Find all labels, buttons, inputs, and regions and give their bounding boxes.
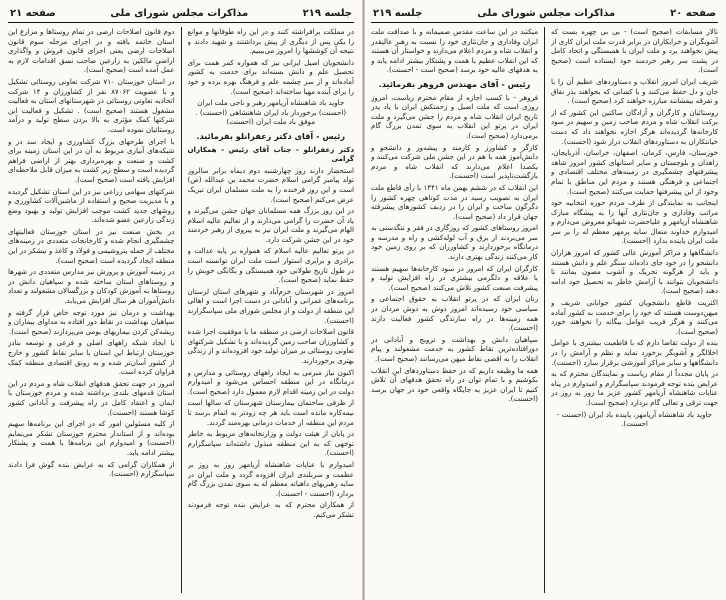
- paragraph: در بخش صنعت نیز در استان خوزستان فعالیتهای چشمگیری انجام شده و کارخانجات متعددی در زمینه‌های مختلف از جمله پتروشیمی و فولاد و کاغذ و نیشکر در این منطقه ایجاد گردیده است (صحیح است).: [8, 226, 175, 265]
- paragraph: امیدوارم با عنایات شاهنشاه آریامهر روز به روز بر عظمت و سربلندی ایران افزوده گردد و ملت ایران در سایه رهبریهای داهیانه معظم له به سوی تمدن بزرگ گام بردارد (احسنت - احسنت).: [187, 459, 354, 498]
- journal-title: مذاکرات مجلس شورای ملی: [477, 7, 616, 19]
- paragraph: بنده از دولت تقاضا دارم که با قاطعیت بیشتری با عوامل اخلالگر و آشوبگر برخورد نماید و نظم و آرامش را در دانشگاهها و سایر مراکز آموزشی برقرار سازد (احسنت).: [551, 338, 718, 367]
- column-divider: [544, 27, 545, 593]
- paragraph: استحضار دارند روز چهارشنبه دوم دیماه برابر سالروز تولد پیامبر گرامی اسلام حضرت محمد بن عبدالله (ص) است و این روز فرخنده را به ملت مسلمان ایران تبریک عرض می‌کنم (صحیح است).: [187, 165, 354, 204]
- speaker-line: رئیس - آقای مهندس فروهر بفرمائید.: [378, 78, 531, 89]
- paragraph: در پایان مجدداً از مقام ریاست و نمایندگان محترم که به عرایض بنده توجه فرمودند سپاسگزارم و امیدوارم در پناه عنایات شاهنشاه آریامهر کشور عزیز ما روز به روز در جهت ترقی و تعالی گام بردارد (صحیح است).: [551, 369, 718, 407]
- right-page: [363, 0, 726, 600]
- paragraph: تالار مسابقات (صحیح است) - بی بی چهره بست که آشوبگران و خرابکاران در برابر قدرت ملت ایران کاری از پیش نخواهند برد و ملت ایران با همبستگی و اتحاد کامل در پشت سر رهبر خردمند خود ایستاده است (صحیح است).: [551, 27, 718, 75]
- paragraph: دانشجویان اصیل ایرانی نیز که همواره کمر همت برای تحصیل علم و دانش بسته‌اند برای خدمت به کشور آماده‌اند و از سر چشمه علم و فرهنگ بهره برده و خود را برای آینده مهیا ساخته‌اند (صحیح است).: [187, 57, 354, 96]
- paragraph: در استان خوزستان ۷۱۰ شرکت تعاونی روستائی تشکیل و با عضویت ۸۷۰۶۲ نفر از کشاورزان و ۱۴ شرکت اتحادیه تعاونی روستائی در شهرستانهای استان به فعالیت مشغول هستند (صحیح است) . تشکیل و فعالیت این شرکتها کمک مؤثری به بالا بردن سطح تولید و درآمد روستائیان نموده است.: [8, 76, 175, 134]
- right-page-columns: [371, 27, 718, 593]
- paragraph: شرکتهای سهامی زراعی نیز در این استان تشکیل گردیده و با مدیریت صحیح و استفاده از ماشین‌آلات کشاورزی و روشهای جدید کشت موجب افزایش تولید و بهبود وضع زندگی زارعین عضو شده‌اند.: [8, 186, 175, 225]
- paragraph: امروز در جهت تحقق هدفهای انقلاب شاه و مردم در این استان قدمهای بلندی برداشته شده و مردم خوزستان با ایمان و اعتقاد کامل در راه پیشرفت و آبادانی کشور کوشا هستند (احسنت).: [8, 378, 175, 417]
- paragraph: جاوید باد شاهنشاه آریامهر، پاینده باد ایران (احسنت - احسنت).: [556, 409, 713, 429]
- page-number: صفحه ۲۱: [10, 7, 56, 19]
- paragraph: از همکاران گرامی که به عرایض بنده گوش فرا دادند سپاسگزارم (احسنت).: [8, 459, 175, 479]
- paragraph: از کلیه مسئولین امور که در اجرای این برنامه‌ها سهیم بوده‌اند و از استاندار محترم خوزستان تشکر می‌نمایم (احسنت) و امیدوارم این برنامه‌ها با همت و پشتکار بیشتر ادامه یابد.: [8, 419, 175, 457]
- paragraph: با اجرای طرحهای بزرگ کشاورزی و ایجاد سد دز و شبکه‌های آبیاری مربوط به آن در این استان زمینه برای کشت و صنعت و بهره‌برداری بهتر از اراضی فراهم گردیده است و سطح زیر کشت به میزان قابل ملاحظه‌ای افزایش یافته است (صحیح است).: [8, 136, 175, 184]
- column-divider: [181, 27, 182, 593]
- paragraph: در پرتو تعالیم عالیه اسلام که همواره بر پایه عدالت و برادری و برابری استوار است ملت ایران توانسته است در طول تاریخ طولانی خود همبستگی و یگانگی خویش را حفظ نماید (صحیح است).: [187, 246, 354, 285]
- left-page-columns: [8, 27, 354, 593]
- paragraph: شریف ایران امروز انقلاب و دستاوردهای عظیم آن را با جان و دل حفظ می‌کنند و با کسانی که بخواهند بذر نفاق و تفرقه بیفشانند مبارزه خواهند کرد (صحیح است) .: [551, 76, 718, 106]
- left-page-left-column: [8, 27, 175, 593]
- speaker-line: دکتر زعفرانلو - جناب آقای رئیس - همکاران گرامی: [187, 144, 354, 164]
- left-page-right-column: [188, 27, 355, 593]
- right-page-right-column: [551, 27, 718, 593]
- paragraph: اکنون نیاز مبرمی به ایجاد راههای روستائی و مدارس و درمانگاه در این منطقه احساس می‌شود و امیدوارم دولت در این زمینه اقدام لازم معمول دارد (صحیح است).: [187, 367, 354, 396]
- book-gutter: [362, 0, 365, 600]
- paragraph: در زمینه آموزش و پرورش نیز مدارس متعددی در شهرها و روستاهای استان ساخته شده و سپاهیان دانش در روستاها به آموزش کودکان و بزرگسالان مشغولند و تعداد دانش‌آموزان هر سال افزایش می‌یابد.: [8, 267, 175, 306]
- paragraph: میکنند در این ساعت مقدس صمیمانه و با صداقت ملت ایران وفاداری و جان‌نثاری خود را نسبت به رهبر عالیقدر و انقلاب شاه و مردم اعلام می‌دارند و خواستار آن هستند که این انقلاب عظیم با همت و پشتکار بیشتر ادامه یابد و به هدفهای عالیه خود برسد (صحیح است - احسنت).: [371, 27, 538, 75]
- paragraph: قانون اصلاحات ارضی در منطقه ما با موفقیت اجرا شده و کشاورزان صاحب زمین گردیده‌اند و با تشکیل شرکتهای تعاونی روستائی بر میزان تولید خود افزوده‌اند و از زندگی بهتری برخوردارند.: [187, 327, 354, 365]
- paragraph: امروز در شهرستان خرم‌آباد و شهرهای استان لرستان برنامه‌های عمرانی و آبادانی در دست اجرا است و اهالی این منطقه از دولت و از مجلس شورای ملی سپاسگزارند (احسنت).: [187, 286, 354, 325]
- paragraph: در مملکت برافراشته کنند و در این راه طوفانها و موانع را یکی پس از دیگری از پیش برداشتند و شهید دادند و نتیجه آن کوششها را امروز می‌بینیم.: [187, 27, 354, 56]
- journal-title: مذاکرات مجلس شورای ملی: [110, 7, 249, 19]
- right-page-left-column: [371, 27, 538, 593]
- paragraph: در این روز بزرگ همه مسلمانان جهان جشن می‌گیرند و یاد آن حضرت را گرامی می‌دارند و از تعالیم عالیه اسلام الهام می‌گیرند و ملت ایران نیز به پیروی از رهبر خردمند خود در این جشن شرکت دارد.: [187, 206, 354, 244]
- paragraph: دوم قانون اصلاحات ارضی در تمام روستاها و مزارع این استان خاتمه یافته و در اجرای مرحله سوم قانون اصلاحات ارضی یعنی اجرای قانون فروش و واگذاری اراضی مالکین به زارعین صاحب نسق اقدامات لازم به عمل آمده است (صحیح است).: [8, 27, 175, 75]
- session-label: جلسه ۲۱۹: [373, 7, 423, 19]
- paragraph: سپاهیان دانش و بهداشت و ترویج و آبادانی در دورافتاده‌ترین نقاط کشور به خدمت مشغولند و پیام انقلاب را به اقصی نقاط میهن می‌رسانند (صحیح است).: [371, 334, 538, 363]
- speaker-line: رئیس - آقای دکتر زعفرانلو بفرمائید.: [196, 130, 346, 141]
- paragraph: کارگران ایران که امروز در سود کارخانه‌ها سهیم هستند با علاقه و دلگرمی بیشتری در راه افزایش تولید و پیشرفت صنعت کشور تلاش می‌کنند (صحیح است).: [371, 263, 538, 292]
- paragraph: بهداشت و درمان نیز مورد توجه خاص قرار گرفته و سپاهیان بهداشت در نقاط دور افتاده به مداوای بیماران و ریشه‌کن کردن بیماریهای بومی می‌پردازند (صحیح است).: [8, 307, 175, 336]
- paragraph: دانشگاهها و مراکز آموزش عالی کشور که امروز هزاران دانشجو را در خود جای داده‌اند سنگر علم و دانش هستند و باید از هرگونه تحریک و آشوب مصون بمانند تا دانشجویان بتوانند با آرامش خاطر به تحصیل خود ادامه دهند (صحیح است).: [551, 248, 718, 296]
- paragraph: در پایان از هیئت دولت و وزارتخانه‌های مربوط به خاطر توجهی که به این منطقه مبذول داشته‌اند سپاسگزارم (احسنت).: [187, 429, 354, 458]
- paragraph: اکثریت قاطع دانشجویان کشور جوانانی شریف و میهن‌دوست هستند که خود را برای خدمت به کشور آماده می‌کنند و هرگز فریب عوامل بیگانه را نخواهند خورد (صحیح است).: [551, 298, 718, 336]
- paragraph: روستائیان و کارگران و آزادگان ساکنین این کشور که از برکت انقلاب شاه و مردم صاحب زمین و سهیم در سود کارخانه‌ها گردیده‌اند هرگز اجازه نخواهند داد که دست خیانتکاران به دستاوردهای انقلاب دراز شود (احسنت).: [551, 107, 718, 146]
- paragraph: زنان ایران که در پرتو انقلاب به حقوق اجتماعی و سیاسی خود رسیده‌اند امروز دوش به دوش مردان در همه زمینه‌ها در راه سازندگی کشور فعالیت دارند (احسنت).: [371, 294, 538, 333]
- page-number: صفحه ۲۰: [670, 7, 716, 19]
- paragraph: فروهر - با کسب اجازه از مقام محترم ریاست، امروز روزی است که ملت اصیل و زحمتکش ایران با یاد پدر تاریخ ایران انقلاب شاه و مردم را جشن می‌گیرد و ملت ایران در پرتو این انقلاب به سوی تمدن بزرگ گام برمی‌دارد (صحیح است).: [371, 92, 538, 140]
- paragraph: این انقلاب که در ششم بهمن ماه ۱۳۴۱ با رأی قاطع ملت ایران به تصویب رسید در مدت کوتاهی چهره کشور را دگرگون ساخت و ایران را در ردیف کشورهای پیشرفته جهان قرار داد (صحیح است).: [371, 182, 538, 221]
- paragraph: جاوید باد شاهنشاه آریامهر رهبر و ناجی ملت ایران (احسنت) برخوردار باد ایران شاهنشاهی (احسنت) . موفق باد ملت ایران (احسنت): [195, 98, 347, 127]
- right-page-header: [371, 6, 718, 23]
- paragraph: کارگر و کشاورز و کارمند و پیشه‌ور و دانشجو و دانش‌آموز همه با هم در این جشن ملی شرکت می‌کنند و یکصدا اعلام می‌دارند که انقلاب شاه و مردم بازگشت‌ناپذیر است (احسنت).: [371, 142, 538, 181]
- paragraph: امروز روستاهای کشور که روزگاری در فقر و تنگدستی به سر می‌بردند از برق و آب لوله‌کشی و راه و مدرسه و درمانگاه برخوردارند و کشاورزان که بر روی زمین خود کار می‌کنند زندگی بهتری دارند.: [371, 223, 538, 262]
- session-label: جلسه ۲۱۹: [302, 7, 352, 19]
- paragraph: خوزستان، فارس، کرمان، اصفهان، خراسان، آذربایجان، زاهدان و بلوچستان و سایر استانهای کشور امروز شاهد پیشرفتهای چشمگیری در زمینه‌های مختلف اقتصادی و اجتماعی و فرهنگی هستند و مردم این مناطق با تمام وجود از این پیشرفتها حمایت می‌کنند (صحیح است).: [551, 148, 718, 196]
- paragraph: از طرفی ساختمان بیمارستان شهرستان که سالها است نیمه‌کاره مانده است باید هر چه زودتر به اتمام برسد تا مردم این منطقه از خدمات درمانی بهره‌مند گردند.: [187, 398, 354, 427]
- paragraph: از همکاران محترم که به عرایض بنده توجه فرمودند تشکر می‌کنم.: [187, 500, 354, 519]
- paragraph: همه ما وظیفه داریم که در حفظ دستاوردهای این انقلاب بکوشیم و با تمام توان در راه تحقق هدفهای آن تلاش کنیم تا ایران عزیز به جایگاه واقعی خود در جهان برسد (احسنت).: [371, 365, 538, 404]
- paragraph: با ایجاد شبکه راههای اصلی و فرعی و توسعه بنادر خوزستان ارتباط این استان با سایر نقاط کشور و خارج از کشور آسان‌تر شده و به رونق اقتصادی منطقه کمک فراوان کرده است.: [8, 338, 175, 377]
- left-page-header: [8, 6, 354, 23]
- paragraph: اینجانب به نمایندگی از طرف مردم حوزه انتخابیه خود مراتب وفاداری و جان‌نثاری آنها را به پیشگاه مبارک شاهنشاه آریامهر و علیاحضرت شهبانو معروض می‌دارم و امیدوارم خداوند متعال سایه پرمهر معظم له را بر سر ملت ایران پاینده بدارد (احسنت).: [551, 198, 718, 246]
